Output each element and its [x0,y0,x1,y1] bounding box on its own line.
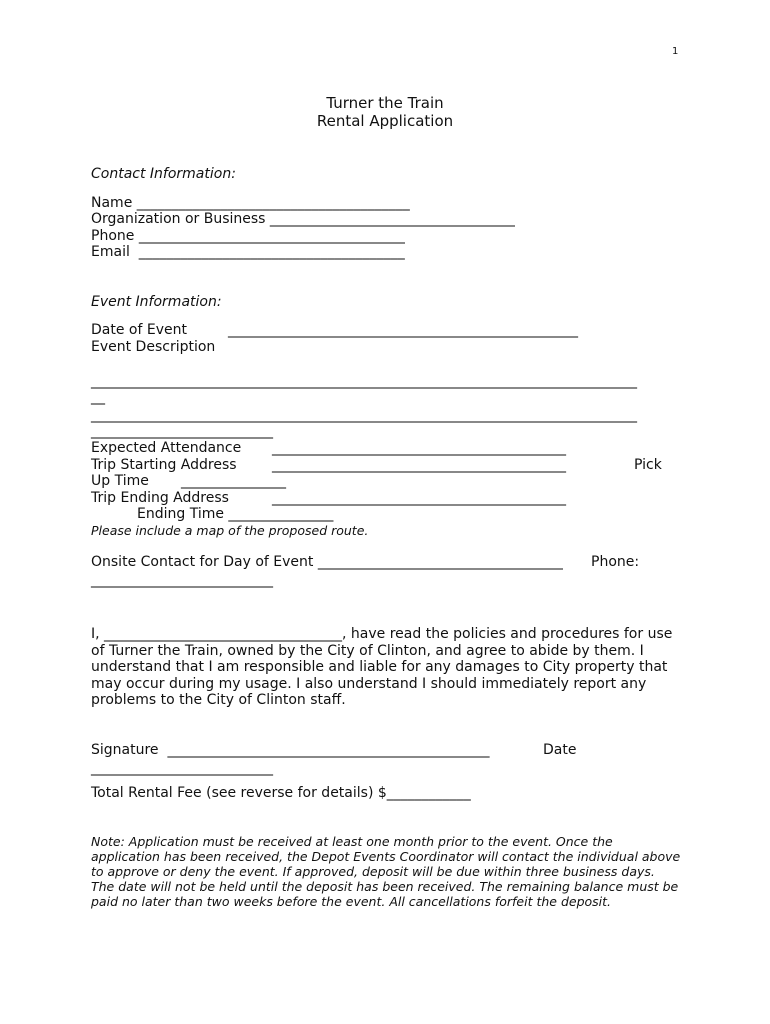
expected-attendance-label: Expected Attendance [91,440,242,456]
event-description-line-2-wrap[interactable]: __________________________ [91,423,273,439]
ending-time-field[interactable]: Ending Time _______________ [137,506,334,522]
event-description-line-2[interactable]: ______________________________________________________________________________ [91,407,637,423]
trip-start-field[interactable]: __________________________________________ [272,457,566,473]
date-of-event-label: Date of Event [91,322,187,338]
signature-field[interactable]: Signature ______________________________________________ [91,742,490,758]
organization-field[interactable]: Organization or Business ___________________________________ [91,211,515,227]
phone-field[interactable]: Phone ______________________________________ [91,228,405,244]
pick-label: Pick [634,457,662,473]
event-description-line-1[interactable]: ______________________________________________________________________________ [91,373,637,389]
date-of-event-field[interactable]: __________________________________________________ [228,322,578,338]
page-title: Turner the Train [326,94,444,112]
signature-date-label: Date [543,742,577,758]
total-rental-fee-field[interactable]: Total Rental Fee (see reverse for details) $____________ [91,785,471,801]
onsite-phone-label: Phone: [591,554,640,570]
event-description-label: Event Description [91,339,216,355]
onsite-phone-field[interactable]: __________________________ [91,572,273,588]
trip-end-field[interactable]: __________________________________________ [272,490,566,506]
expected-attendance-field[interactable]: __________________________________________ [272,440,566,456]
agreement-paragraph: I, __________________________________, have read the policies and procedures for use of Turner the Train, owned by the City of Clinton, and agree to abide by them. I understand that I am responsible and liable for any damages to City property that may occur during my usage. I also understand I should immediately report any problems to the City of Clinton staff. [91,626,673,708]
application-note: Note: Application must be received at least one month prior to the event. Once the application has been received, the Depot Events Coordinator will contact the individual above to approve or deny the event. If approved, deposit will be due within three business days. The date will not be held until the deposit has been received. The remaining balance must be paid no later than two weeks before the event. All cancellations forfeit the deposit. [91,834,681,909]
up-time-label: Up Time [91,473,149,489]
map-note: Please include a map of the proposed route. [91,523,369,538]
onsite-contact-field[interactable]: Onsite Contact for Day of Event ___________________________________ [91,554,563,570]
signature-date-field[interactable]: __________________________ [91,760,273,776]
event-heading: Event Information: [91,294,222,310]
name-field[interactable]: Name _______________________________________ [91,195,410,211]
trip-start-label: Trip Starting Address [91,457,237,473]
contact-heading: Contact Information: [91,166,236,182]
trip-end-label: Trip Ending Address [91,490,229,506]
email-field[interactable]: Email ______________________________________ [91,244,405,260]
up-time-field[interactable]: _______________ [181,473,286,489]
page-number: 1 [672,46,679,57]
page-subtitle: Rental Application [316,112,454,130]
event-description-line-1-wrap[interactable]: __ [91,389,105,405]
